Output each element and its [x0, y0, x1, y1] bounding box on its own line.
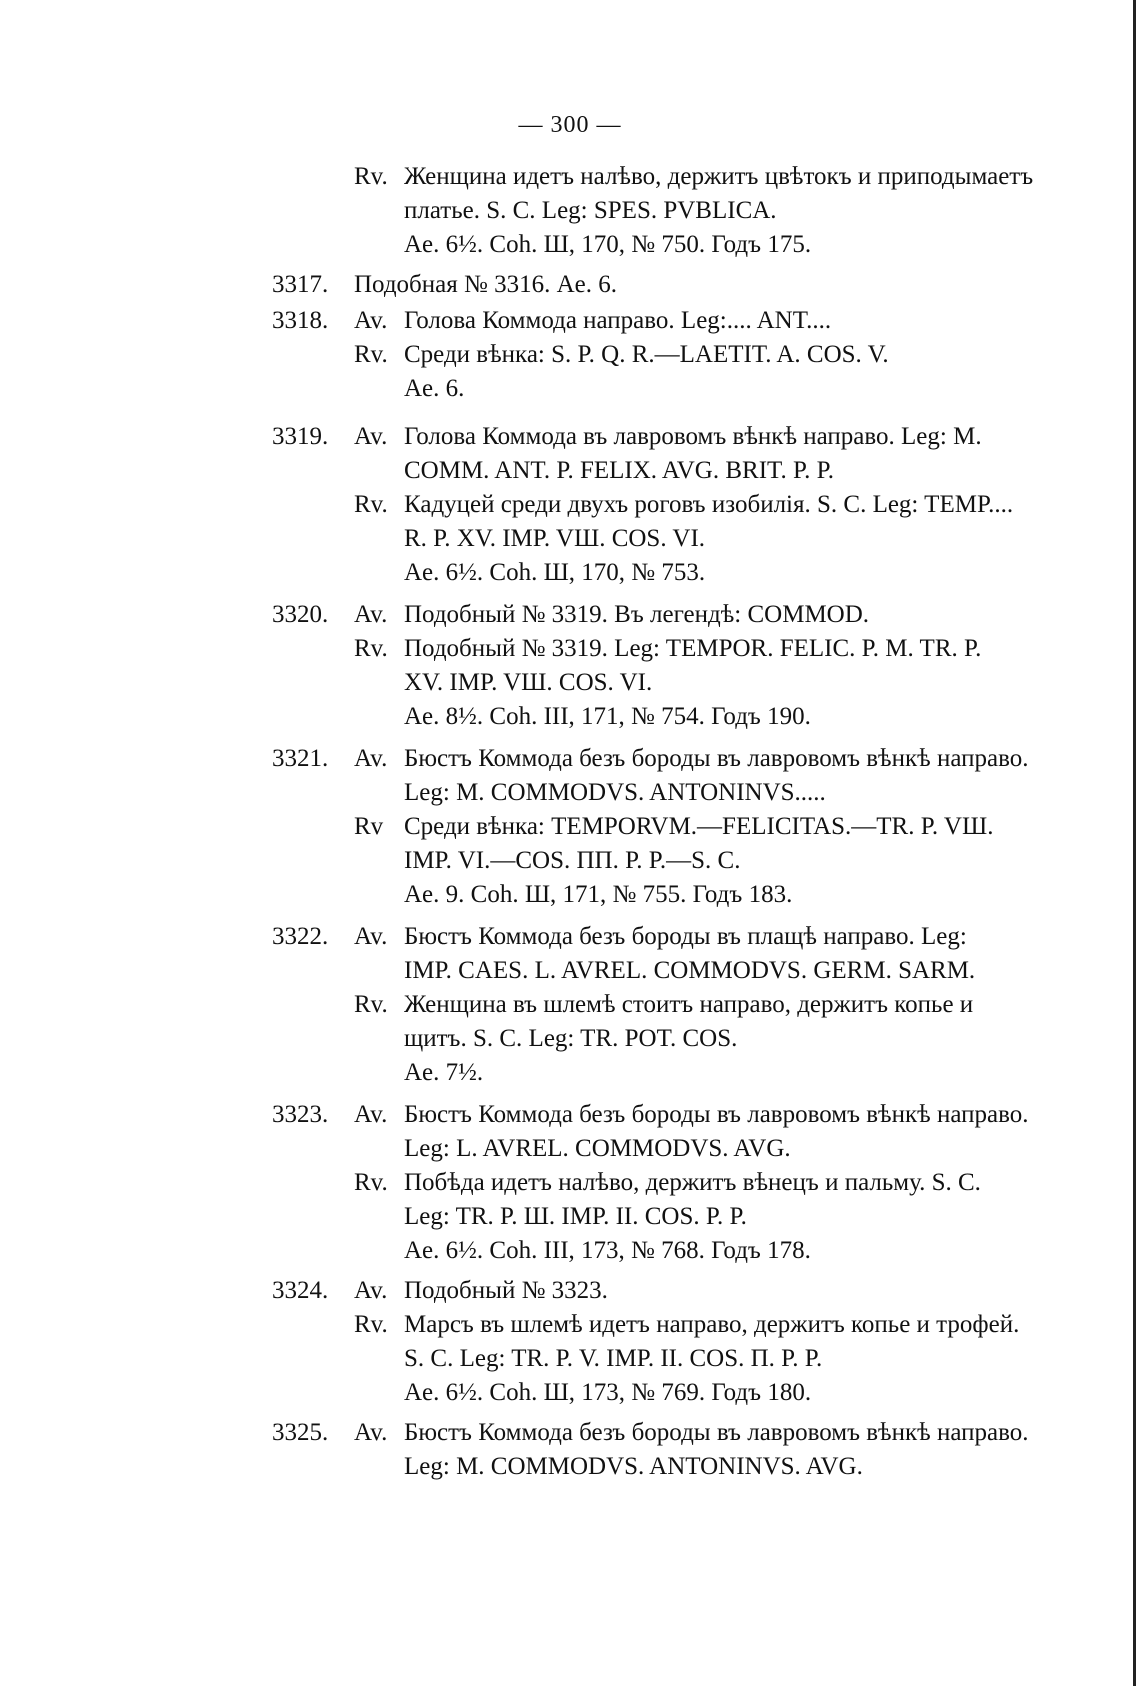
- entry-text: Подобный № 3319. Въ легендѣ: COMMOD.: [404, 601, 870, 628]
- catalog-entry: [272, 160, 1092, 262]
- entry-line: [272, 1416, 1092, 1450]
- entry-text: Leg: M. COMMODVS. ANTONINVS.....: [404, 779, 826, 806]
- entry-line: [272, 160, 1092, 194]
- entry-line: [272, 1022, 1092, 1056]
- entry-line: [272, 1376, 1092, 1410]
- entry-text: Бюстъ Коммода безъ бороды въ лавровомъ вѣнкѣ направо.: [404, 1419, 1029, 1446]
- entry-line: [272, 954, 1092, 988]
- entry-text: Бюстъ Коммода безъ бороды въ лавровомъ вѣнкѣ направо.: [404, 1101, 1029, 1128]
- entry-line: [272, 878, 1092, 912]
- coin-side-label: Av.: [354, 1101, 388, 1128]
- entry-text: Женщина идетъ налѣво, держитъ цвѣтокъ и приподымаетъ: [404, 163, 1034, 190]
- entry-line: [272, 304, 1092, 338]
- catalog-entry: [272, 1274, 1092, 1410]
- coin-side-label: Rv.: [354, 991, 388, 1018]
- entry-line: [272, 420, 1092, 454]
- coin-side-label: Rv: [354, 813, 384, 840]
- entry-text: Подобный № 3319. Leg: TEMPOR. FELIC. P. M. TR. P.: [404, 635, 982, 662]
- entry-line: [272, 1200, 1092, 1234]
- entry-line: [272, 454, 1092, 488]
- entry-text: Марсъ въ шлемѣ идетъ направо, держитъ копье и трофей.: [404, 1311, 1020, 1338]
- coin-side-label: Rv.: [354, 163, 388, 190]
- entry-line: [272, 1098, 1092, 1132]
- catalog-entries: [272, 160, 1092, 1484]
- coin-side-label: Rv.: [354, 491, 388, 518]
- entry-text: Leg: M. COMMODVS. ANTONINVS. AVG.: [404, 1453, 863, 1480]
- entry-text: XV. IMP. VШ. COS. VI.: [404, 669, 653, 696]
- entry-text: S. C. Leg: TR. P. V. IMP. II. COS. П. P. P.: [404, 1345, 823, 1372]
- entry-text: Ae. 6.: [404, 375, 465, 402]
- entry-line: [272, 1056, 1092, 1090]
- entry-text: Голова Коммода въ лавровомъ вѣнкѣ направо. Leg: M.: [404, 423, 982, 450]
- coin-side-label: Av.: [354, 745, 388, 772]
- entry-text: платье. S. C. Leg: SPES. PVBLICA.: [404, 197, 777, 224]
- page-edge-line: [1133, 0, 1136, 1686]
- entry-text: Подобный № 3323.: [404, 1277, 608, 1304]
- entry-text: Ae. 6½. Coh. Ш, 170, № 753.: [404, 559, 706, 586]
- entry-line: [272, 810, 1092, 844]
- catalog-entry: [272, 304, 1092, 406]
- coin-side-label: Av.: [354, 923, 388, 950]
- catalog-entry: [272, 920, 1092, 1090]
- entry-line: [272, 844, 1092, 878]
- entry-text: Leg: L. AVREL. COMMODVS. AVG.: [404, 1135, 791, 1162]
- entry-line: [272, 632, 1092, 666]
- entry-number: 3319.: [272, 423, 329, 450]
- entry-line: [272, 920, 1092, 954]
- entry-line: [272, 556, 1092, 590]
- entry-line: [272, 1166, 1092, 1200]
- entry-line: [272, 268, 1092, 302]
- entry-line: [272, 1450, 1092, 1484]
- coin-side-label: Av.: [354, 1277, 388, 1304]
- entry-text: Leg: TR. P. Ш. IMP. II. COS. P. P.: [404, 1203, 747, 1230]
- entry-text: Ae. 6½. Coh. Ш, 173, № 769. Годъ 180.: [404, 1379, 812, 1406]
- coin-side-label: Av.: [354, 601, 388, 628]
- catalog-entry: [272, 420, 1092, 590]
- entry-text: щитъ. S. C. Leg: TR. POT. COS.: [404, 1025, 738, 1052]
- coin-side-label: Av.: [354, 1419, 388, 1446]
- entry-number: 3317.: [272, 271, 329, 298]
- catalog-entry: [272, 1416, 1092, 1484]
- coin-side-label: Av.: [354, 423, 388, 450]
- coin-side-label: Rv.: [354, 635, 388, 662]
- entry-line: [272, 338, 1092, 372]
- entry-number: 3321.: [272, 745, 329, 772]
- entry-text: COMM. ANT. P. FELIX. AVG. BRIT. P. P.: [404, 457, 834, 484]
- coin-side-label: Rv.: [354, 1311, 388, 1338]
- entry-text: Бюстъ Коммода безъ бороды въ плащѣ направо. Leg:: [404, 923, 967, 950]
- catalog-entry: [272, 1098, 1092, 1268]
- entry-text: Ae. 7½.: [404, 1059, 484, 1086]
- entry-text: Ae. 6½. Coh. Ш, 170, № 750. Годъ 175.: [404, 231, 812, 258]
- entry-text: IMP. CAES. L. AVREL. COMMODVS. GERM. SARM.: [404, 957, 976, 984]
- entry-text: Ae. 8½. Coh. III, 171, № 754. Годъ 190.: [404, 703, 811, 730]
- entry-line: [272, 666, 1092, 700]
- entry-text: Среди вѣнка: S. P. Q. R.—LAETIT. A. COS. V.: [404, 341, 889, 368]
- entry-number: 3324.: [272, 1277, 329, 1304]
- entry-line: [272, 1342, 1092, 1376]
- entry-number: 3320.: [272, 601, 329, 628]
- entry-line: [272, 1308, 1092, 1342]
- entry-line: [272, 742, 1092, 776]
- entry-text: Подобная № 3316. Ae. 6.: [354, 271, 618, 298]
- entry-text: R. P. XV. IMP. VШ. COS. VI.: [404, 525, 706, 552]
- entry-line: [272, 228, 1092, 262]
- entry-text: Ae. 9. Coh. Ш, 171, № 755. Годъ 183.: [404, 881, 793, 908]
- entry-number: 3322.: [272, 923, 329, 950]
- entry-line: [272, 372, 1092, 406]
- entry-text: Бюстъ Коммода безъ бороды въ лавровомъ вѣнкѣ направо.: [404, 745, 1029, 772]
- catalog-entry: [272, 268, 1092, 302]
- entry-number: 3318.: [272, 307, 329, 334]
- entry-text: Женщина въ шлемѣ стоитъ направо, держитъ копье и: [404, 991, 974, 1018]
- entry-line: [272, 988, 1092, 1022]
- catalog-entry: [272, 742, 1092, 912]
- entry-number: 3323.: [272, 1101, 329, 1128]
- coin-side-label: Av.: [354, 307, 388, 334]
- entry-line: [272, 488, 1092, 522]
- entry-line: [272, 1274, 1092, 1308]
- entry-line: [272, 522, 1092, 556]
- entry-line: [272, 776, 1092, 810]
- page-number: — 300 —: [518, 112, 622, 138]
- entry-text: Кадуцей среди двухъ роговъ изобилія. S. C. Leg: TEMP....: [404, 491, 1014, 518]
- catalog-entry: [272, 598, 1092, 734]
- entry-text: Голова Коммода направо. Leg:.... ANT....: [404, 307, 832, 334]
- coin-side-label: Rv.: [354, 341, 388, 368]
- entry-line: [272, 194, 1092, 228]
- entry-line: [272, 598, 1092, 632]
- entry-text: Ae. 6½. Coh. III, 173, № 768. Годъ 178.: [404, 1237, 811, 1264]
- entry-text: Среди вѣнка: TEMPORVM.—FELICITAS.—TR. P. VШ.: [404, 813, 994, 840]
- entry-line: [272, 1234, 1092, 1268]
- entry-text: Побѣда идетъ налѣво, держитъ вѣнецъ и пальму. S. C.: [404, 1169, 981, 1196]
- entry-number: 3325.: [272, 1419, 329, 1446]
- entry-line: [272, 700, 1092, 734]
- entry-line: [272, 1132, 1092, 1166]
- entry-text: IMP. VI.—COS. ПП. P. P.—S. C.: [404, 847, 741, 874]
- coin-side-label: Rv.: [354, 1169, 388, 1196]
